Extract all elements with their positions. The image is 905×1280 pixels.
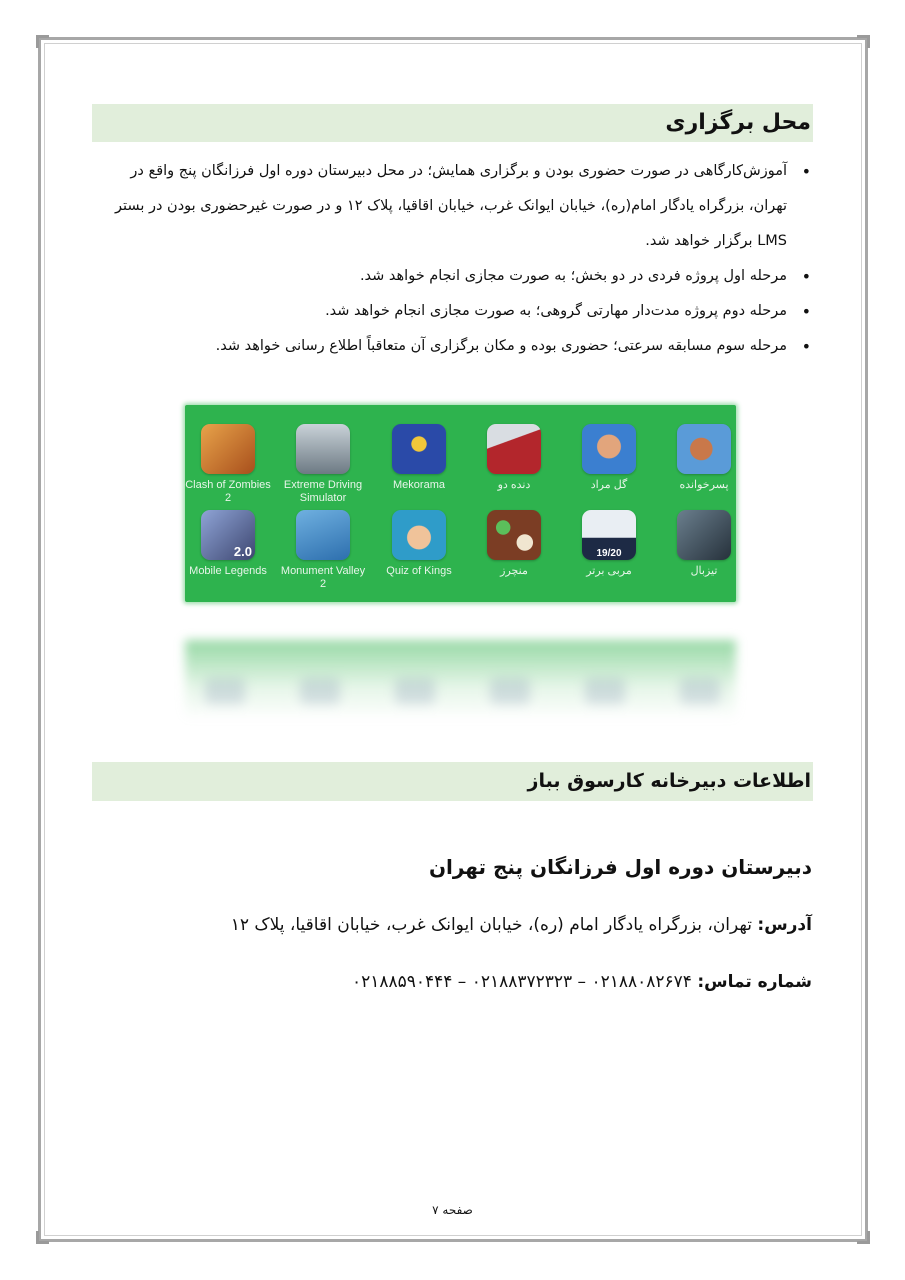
score-badge: 19/20 (596, 548, 622, 559)
app-label: پسرخوانده (679, 479, 729, 491)
app-tile (182, 424, 274, 505)
app-label: Mekorama (393, 479, 445, 491)
mekorama-icon (392, 424, 446, 474)
phone-line (352, 972, 812, 992)
version-badge: 2.0 (233, 544, 252, 559)
venue-bullet-list (92, 154, 815, 364)
app-label: مربی برتر (586, 565, 632, 577)
app-label: گل مراد (590, 479, 628, 491)
app-label: Extreme Driving Simulator (283, 479, 363, 504)
clash-of-zombies-icon (201, 424, 255, 474)
phone-value: ۰۲۱۸۸۰۸۲۶۷۴ – ۰۲۱۸۸۳۷۲۳۲۳ – ۰۲۱۸۸۵۹۰۴۴۴ (351, 972, 692, 992)
app-tile (277, 424, 369, 505)
app-tile (563, 424, 655, 492)
school-name: دبیرستان دوره اول فرزانگان پنج تهران (428, 855, 812, 879)
section-heading-venue: محل برگزاری (92, 104, 813, 142)
morabi-bartar-icon (582, 510, 636, 560)
bullet-item: • مرحله اول پروژه فردی در دو بخش؛ به صورت مجازی انجام خواهد شد. (92, 259, 815, 294)
gol-morad-icon (582, 424, 636, 474)
phone-label: شماره تماس: (697, 972, 812, 992)
monument-valley-icon (296, 510, 350, 560)
mobile-legends-icon (201, 510, 255, 560)
corner-ornament (36, 1231, 49, 1244)
corner-ornament (36, 35, 49, 48)
address-line (231, 915, 812, 935)
app-label: دنده دو (497, 479, 531, 491)
dande-do-icon (487, 424, 541, 474)
app-label: Clash of Zombies 2 (185, 479, 271, 504)
apps-image (185, 405, 736, 602)
corner-ornament (857, 1231, 870, 1244)
reflection-blob (300, 678, 340, 704)
reflection-blob (490, 678, 530, 704)
apps-image-reflection (185, 640, 736, 720)
app-tile (277, 510, 369, 591)
app-tile (468, 424, 560, 492)
page-number: صفحه ۷ (432, 1203, 473, 1217)
extreme-driving-icon (296, 424, 350, 474)
app-label: Monument Valley 2 (280, 565, 366, 590)
app-tile (468, 510, 560, 578)
app-tile (658, 424, 750, 492)
mencherz-icon (487, 510, 541, 560)
app-label: تیزبال (690, 565, 718, 577)
reflection-blob (205, 678, 245, 704)
app-tile (373, 424, 465, 492)
reflection-blob (585, 678, 625, 704)
bullet-item: • مرحله دوم پروژه مدت‌دار مهارتی گروهی؛ به صورت مجازی انجام خواهد شد. (92, 294, 815, 329)
app-tile (658, 510, 750, 578)
pesarkhande-icon (677, 424, 731, 474)
reflection-blob (680, 678, 720, 704)
bullet-item: • مرحله سوم مسابقه سرعتی؛ حضوری بوده و مکان برگزاری آن متعاقباً اطلاع رسانی خواهد شد. (92, 329, 815, 364)
app-label: Quiz of Kings (386, 565, 452, 577)
reflection-blob (395, 678, 435, 704)
section-heading-secretariat: اطلاعات دبیرخانه کارسوق بباز (92, 762, 813, 801)
app-tile (182, 510, 274, 578)
app-tile (563, 510, 655, 578)
address-value: تهران، بزرگراه یادگار امام (ره)، خیابان ایوانک غرب، خیابان اقاقیا، پلاک ۱۲ (230, 915, 752, 935)
app-label: منچرز (500, 565, 528, 577)
app-tile (373, 510, 465, 578)
quiz-of-kings-icon (392, 510, 446, 560)
corner-ornament (857, 35, 870, 48)
app-label: Mobile Legends (189, 565, 267, 577)
address-label: آدرس: (757, 915, 812, 935)
tizbal-icon (677, 510, 731, 560)
bullet-item: • آموزش‌کارگاهی در صورت حضوری بودن و برگزاری همایش؛ در محل دبیرستان دوره اول فرزانگان پنج واقع در تهران، بزرگراه یادگار امام(ره)، خیابان ایوانک غرب، خیابان اقاقیا، پلاک ۱۲ و در صورت غیرحضوری بودن در بستر LMS برگزار خواهد شد. (92, 154, 815, 259)
